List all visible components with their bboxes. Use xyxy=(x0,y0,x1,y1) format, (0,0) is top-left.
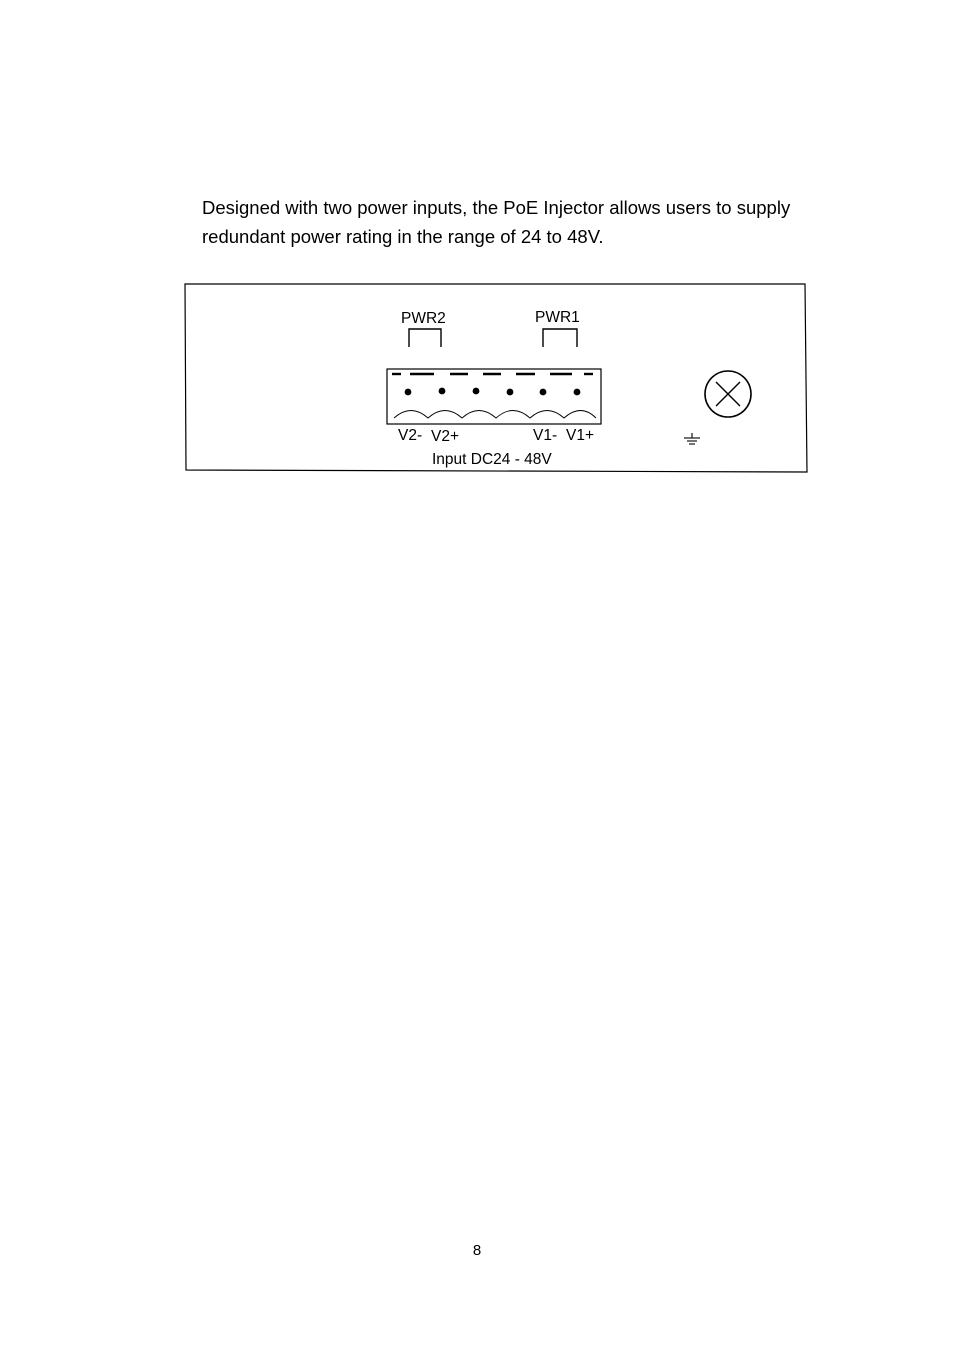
terminal-1 xyxy=(405,389,412,396)
paragraph-line-1: Designed with two power inputs, the PoE Injector allows users to supply xyxy=(202,197,791,218)
pwr2-label: PWR2 xyxy=(401,310,446,327)
terminal-3 xyxy=(473,388,480,395)
pwr1-label: PWR1 xyxy=(535,309,580,326)
terminal-block xyxy=(387,369,601,424)
terminal-block-wave xyxy=(394,411,596,419)
pwr1-bracket xyxy=(543,329,577,347)
ground-icon xyxy=(684,433,700,444)
pwr2-bracket xyxy=(409,329,441,347)
v2-minus-label: V2- xyxy=(398,427,423,444)
paragraph-line-2: redundant power rating in the range of 24 to 48V. xyxy=(202,226,604,247)
v2-plus-label: V2+ xyxy=(431,428,460,445)
terminal-4 xyxy=(507,389,514,396)
terminal-2 xyxy=(439,388,446,395)
page-number: 8 xyxy=(472,1242,482,1259)
terminal-6 xyxy=(574,389,581,396)
grounding-screw-icon xyxy=(705,371,751,417)
input-voltage-label: Input DC24 - 48V xyxy=(432,451,552,468)
v1-minus-label: V1- xyxy=(533,427,558,444)
panel-outline xyxy=(185,284,807,472)
terminal-5 xyxy=(540,389,547,396)
v1-plus-label: V1+ xyxy=(566,427,595,444)
